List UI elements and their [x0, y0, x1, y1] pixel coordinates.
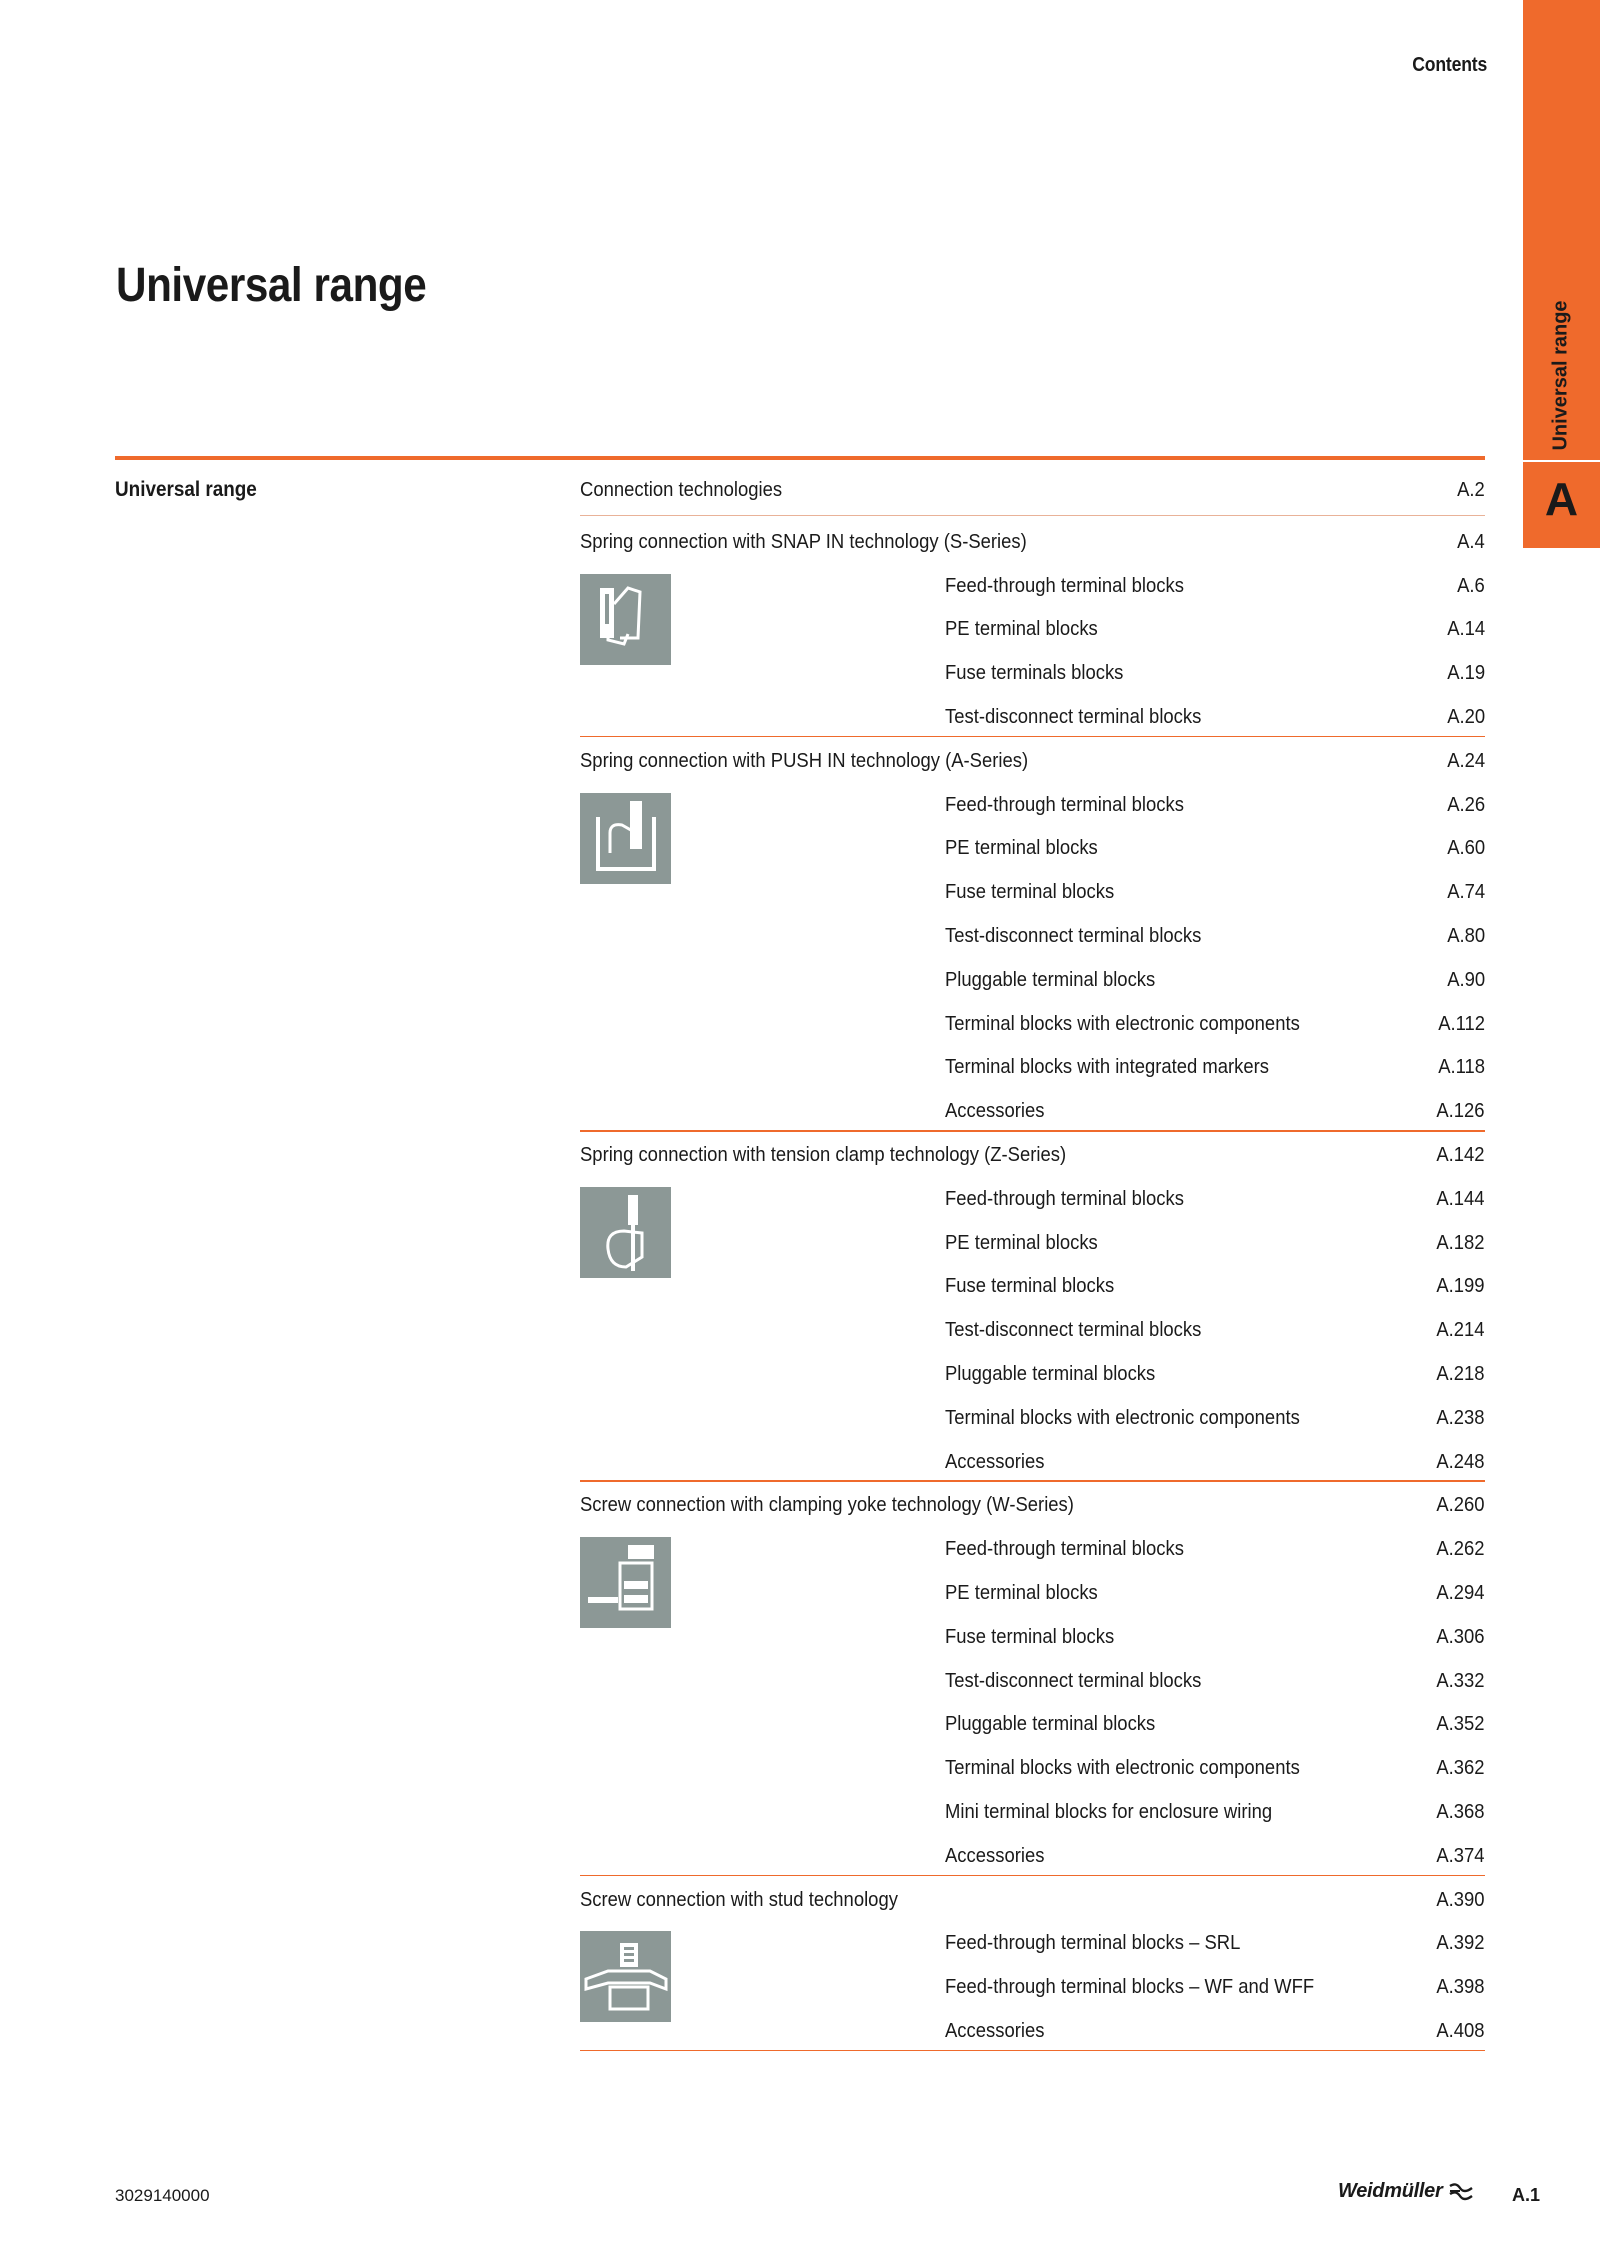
side-tab	[1523, 0, 1600, 548]
toc-item[interactable]	[580, 1045, 1485, 1089]
toc-page-number: A.24	[1447, 748, 1485, 772]
toc-item[interactable]	[580, 2009, 1485, 2053]
toc-page-number: A.408	[1436, 2019, 1485, 2042]
toc-item[interactable]	[580, 958, 1485, 1002]
toc-page-number: A.294	[1436, 1581, 1485, 1604]
toc-page-number: A.262	[1436, 1537, 1485, 1561]
toc-group-1[interactable]	[580, 520, 1485, 564]
toc-item[interactable]	[580, 1002, 1485, 1046]
toc-item-label: Fuse terminal blocks	[945, 880, 1115, 904]
toc-page-number: A.112	[1438, 1011, 1485, 1035]
toc-item-label: Accessories	[945, 1449, 1045, 1473]
toc-item-label: Fuse terminals blocks	[945, 661, 1124, 685]
toc-item-label: PE terminal blocks	[945, 617, 1098, 641]
toc-group-3[interactable]	[580, 1133, 1485, 1177]
toc-item-label: Test-disconnect terminal blocks	[945, 924, 1202, 947]
toc-item[interactable]	[580, 914, 1485, 958]
footer-page-number: A.1	[1511, 2185, 1540, 2205]
toc-page-number: A.14	[1447, 617, 1485, 641]
toc-item[interactable]	[580, 1790, 1485, 1834]
toc-item[interactable]	[580, 607, 1485, 651]
toc-page-number: A.199	[1436, 1274, 1485, 1298]
toc-item[interactable]	[580, 1921, 1485, 1965]
toc-page-number: A.368	[1436, 1800, 1485, 1823]
toc-page-number: A.362	[1436, 1756, 1485, 1780]
side-tab-label: Universal range	[1549, 299, 1572, 451]
toc-item[interactable]	[580, 1615, 1485, 1659]
toc-item-label: Accessories	[945, 1099, 1045, 1123]
toc-item-label: Feed-through terminal blocks	[945, 792, 1184, 816]
toc-item[interactable]	[580, 826, 1485, 870]
toc-item[interactable]	[580, 1746, 1485, 1790]
toc-page-number: A.248	[1436, 1449, 1485, 1473]
toc-item-label: Fuse terminal blocks	[945, 1274, 1115, 1298]
toc-page-number: A.26	[1447, 792, 1485, 816]
toc-page-number: A.142	[1436, 1143, 1485, 1166]
toc-item[interactable]	[580, 1527, 1485, 1571]
toc-group-title: Spring connection with tension clamp technology (Z-Series)	[580, 1143, 1067, 1166]
toc-group-title: Screw connection with stud technology	[580, 1887, 898, 1911]
side-tab-divider	[1523, 460, 1600, 462]
toc-page-number: A.144	[1436, 1186, 1485, 1210]
toc-item[interactable]	[580, 695, 1485, 739]
page-title: Universal range	[116, 259, 427, 312]
toc-item[interactable]	[580, 564, 1485, 608]
toc-page-number: A.80	[1447, 924, 1485, 947]
toc-item[interactable]	[580, 783, 1485, 827]
toc-page-number: A.74	[1447, 880, 1485, 904]
toc-item-label: Test-disconnect terminal blocks	[945, 1318, 1202, 1342]
toc-item-label: Terminal blocks with electronic components	[945, 1405, 1300, 1429]
toc-divider	[580, 1480, 1485, 1482]
toc-item-label: Terminal blocks with integrated markers	[945, 1055, 1270, 1079]
toc-item[interactable]	[580, 1571, 1485, 1615]
toc-page-number: A.20	[1447, 705, 1485, 728]
toc-divider	[580, 1130, 1485, 1132]
toc-group-title: Screw connection with clamping yoke technology (W-Series)	[580, 1493, 1074, 1517]
toc-item-label: Pluggable terminal blocks	[945, 1712, 1156, 1736]
toc-item-label: Feed-through terminal blocks	[945, 1186, 1184, 1210]
toc-page-number: A.2	[1457, 478, 1485, 501]
toc-divider	[580, 736, 1485, 738]
toc-item[interactable]	[580, 651, 1485, 695]
toc-page-number: A.260	[1436, 1493, 1485, 1517]
toc-item[interactable]	[580, 1396, 1485, 1440]
toc-item-label: Test-disconnect terminal blocks	[945, 1668, 1202, 1692]
toc-page-number: A.332	[1436, 1668, 1485, 1692]
side-tab-letter: A	[1544, 473, 1579, 525]
toc-item-label: PE terminal blocks	[945, 1581, 1098, 1604]
toc-page-number: A.60	[1447, 836, 1485, 860]
toc-page-number: A.118	[1438, 1055, 1485, 1079]
toc-item-label: Accessories	[945, 1843, 1045, 1867]
toc-page-number: A.6	[1457, 573, 1485, 597]
toc-page-number: A.306	[1436, 1624, 1485, 1648]
toc-item[interactable]	[580, 1702, 1485, 1746]
toc-item-label: Test-disconnect terminal blocks	[945, 705, 1202, 728]
brand-mark-icon	[1448, 2182, 1474, 2202]
toc-item[interactable]	[580, 1352, 1485, 1396]
title-rule	[115, 456, 1485, 460]
toc-page-number: A.238	[1436, 1405, 1485, 1429]
toc-item[interactable]	[580, 1308, 1485, 1352]
header-title: Contents	[1412, 54, 1487, 76]
toc-page-number: A.19	[1447, 661, 1485, 685]
toc-page-number: A.214	[1436, 1318, 1485, 1342]
toc-page-number: A.4	[1457, 529, 1485, 553]
toc-page-number: A.182	[1436, 1230, 1485, 1254]
toc-item-label: Terminal blocks with electronic components	[945, 1756, 1300, 1780]
toc-group-title: Connection technologies	[580, 478, 783, 501]
toc-page-number: A.218	[1436, 1362, 1485, 1385]
toc-item-label: Pluggable terminal blocks	[945, 1362, 1156, 1385]
toc-page-number: A.126	[1436, 1099, 1485, 1123]
toc-page-number: A.90	[1447, 967, 1485, 991]
toc-item[interactable]	[580, 1965, 1485, 2009]
toc-group-title: Spring connection with SNAP IN technology (S-Series)	[580, 529, 1027, 553]
toc-item-label: Feed-through terminal blocks	[945, 1537, 1184, 1561]
toc-item[interactable]	[580, 1440, 1485, 1484]
toc-item[interactable]	[580, 1089, 1485, 1133]
toc-page-number: A.390	[1436, 1887, 1485, 1911]
toc-item-label: Pluggable terminal blocks	[945, 967, 1156, 991]
toc-item[interactable]	[580, 870, 1485, 914]
toc-item[interactable]	[580, 1659, 1485, 1703]
toc-item[interactable]	[580, 1177, 1485, 1221]
toc-item-label: PE terminal blocks	[945, 836, 1098, 860]
toc-item-label: Mini terminal blocks for enclosure wiring	[945, 1800, 1273, 1823]
footer-code: 3029140000	[115, 2186, 210, 2205]
toc-page-number: A.392	[1436, 1931, 1485, 1955]
toc-page-number: A.352	[1436, 1712, 1485, 1736]
toc-divider	[580, 515, 1485, 516]
toc-item-label: PE terminal blocks	[945, 1230, 1098, 1254]
toc-item-label: Feed-through terminal blocks	[945, 573, 1184, 597]
toc-item-label: Feed-through terminal blocks – SRL	[945, 1931, 1241, 1955]
brand-name: Weidmüller	[1338, 2180, 1443, 2202]
footer-logo	[1338, 2180, 1474, 2203]
toc-group-4[interactable]	[580, 1483, 1485, 1527]
toc-item-label: Fuse terminal blocks	[945, 1624, 1115, 1648]
toc-group-2[interactable]	[580, 739, 1485, 783]
toc-item[interactable]	[580, 1221, 1485, 1265]
toc-group-title: Spring connection with PUSH IN technology (A-Series)	[580, 748, 1029, 772]
toc-divider	[580, 2050, 1485, 2052]
toc-item-label: Accessories	[945, 2019, 1045, 2042]
toc-divider	[580, 1875, 1485, 1877]
toc-page-number: A.398	[1436, 1975, 1485, 1999]
toc-item[interactable]	[580, 1834, 1485, 1878]
toc-item-label: Terminal blocks with electronic components	[945, 1011, 1300, 1035]
toc-group-5[interactable]	[580, 1878, 1485, 1922]
toc-item-label: Feed-through terminal blocks – WF and WFF	[945, 1975, 1315, 1999]
toc-entry-connection-technologies[interactable]	[580, 468, 1485, 512]
toc-page-number: A.374	[1436, 1843, 1485, 1867]
section-label: Universal range	[115, 478, 257, 501]
toc-item[interactable]	[580, 1264, 1485, 1308]
